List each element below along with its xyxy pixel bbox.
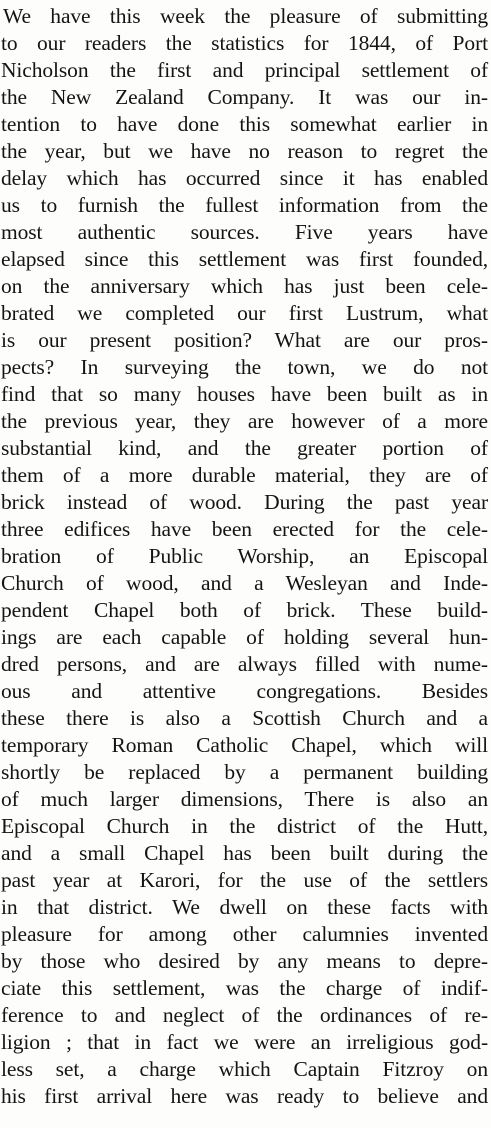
text-line: bration of Public Worship, an Episcopal — [1, 544, 488, 568]
text-line: his first arrival here was ready to believe and — [1, 1084, 488, 1108]
text-line: find that so many houses have been built as in — [1, 382, 488, 406]
text-line: of much larger dimensions, There is also an — [1, 787, 488, 811]
text-line: these there is also a Scottish Church and a — [1, 706, 488, 730]
text-line: Nicholson the first and principal settlement of — [1, 58, 488, 82]
text-line: less set, a charge which Captain Fitzroy on — [1, 1057, 488, 1081]
text-line: ings are each capable of holding several hun- — [1, 625, 488, 649]
text-line: pendent Chapel both of brick. These build- — [1, 598, 488, 622]
text-line: to our readers the statistics for 1844, of Port — [1, 31, 488, 55]
text-line: ciate this settlement, was the charge of indif- — [1, 976, 488, 1000]
text-line: Church of wood, and a Wesleyan and Inde- — [1, 571, 488, 595]
text-line: them of a more durable material, they are of — [1, 463, 488, 487]
text-line: ligion ; that in fact we were an irreligious god- — [1, 1030, 488, 1054]
text-line: elapsed since this settlement was first founded, — [1, 247, 488, 271]
text-line: the year, but we have no reason to regret the — [1, 139, 488, 163]
text-line: is our present position? What are our pros- — [1, 328, 488, 352]
text-line: us to furnish the fullest information from the — [1, 193, 488, 217]
text-line: ference to and neglect of the ordinances of re- — [1, 1003, 488, 1027]
text-line: ous and attentive congregations. Besides — [1, 679, 488, 703]
text-line: delay which has occurred since it has enabled — [1, 166, 488, 190]
text-line: We have this week the pleasure of submitting — [3, 4, 488, 28]
text-line: most authentic sources. Five years have — [1, 220, 488, 244]
text-line: tention to have done this somewhat earlier in — [1, 112, 488, 136]
text-line: in that district. We dwell on these facts with — [1, 895, 488, 919]
text-line: past year at Karori, for the use of the settlers — [1, 868, 488, 892]
text-line: Episcopal Church in the district of the Hutt, — [1, 814, 488, 838]
text-line: the New Zealand Company. It was our in- — [1, 85, 488, 109]
text-line: brick instead of wood. During the past year — [1, 490, 488, 514]
text-line: three edifices have been erected for the cele- — [1, 517, 488, 541]
text-line: on the anniversary which has just been cele- — [1, 274, 488, 298]
text-line: shortly be replaced by a permanent building — [1, 760, 488, 784]
text-line: pects? In surveying the town, we do not — [1, 355, 488, 379]
text-line: brated we completed our first Lustrum, what — [1, 301, 488, 325]
text-line: and a small Chapel has been built during the — [1, 841, 488, 865]
text-line: by those who desired by any means to depre- — [1, 949, 488, 973]
text-line: the previous year, they are however of a more — [1, 409, 488, 433]
text-line: pleasure for among other calumnies invented — [1, 922, 488, 946]
text-line: temporary Roman Catholic Chapel, which will — [1, 733, 488, 757]
text-line: dred persons, and are always filled with nume- — [1, 652, 488, 676]
text-line: substantial kind, and the greater portion of — [1, 436, 488, 460]
